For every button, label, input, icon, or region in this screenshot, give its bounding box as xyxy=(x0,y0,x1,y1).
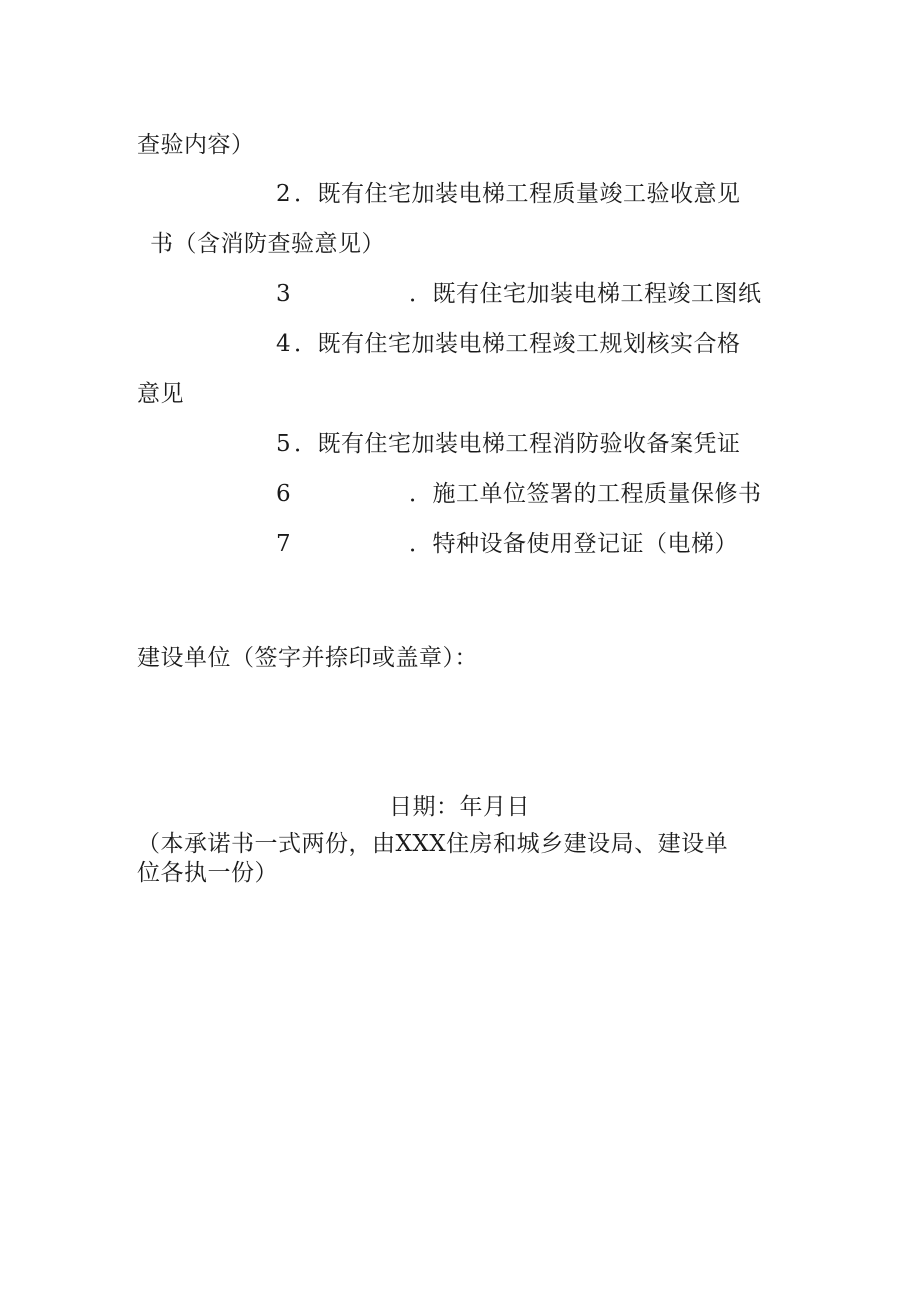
item-text-4: ．既有住宅加装电梯工程竣工规划核实合格 xyxy=(294,331,741,357)
continuation-text: 查验内容） xyxy=(137,132,255,158)
item-number-4: 4 xyxy=(276,331,291,357)
item-number-3: 3 xyxy=(276,281,291,307)
item-text-3: ．既有住宅加装电梯工程竣工图纸 xyxy=(409,281,762,307)
note-line-1: （本承诺书一式两份，由XXX住房和城乡建设局、建设单 xyxy=(137,831,729,857)
item-number-2: 2 xyxy=(276,181,291,207)
item-text-2: ．既有住宅加装电梯工程质量竣工验收意见 xyxy=(294,181,741,207)
item-number-7: 7 xyxy=(276,531,291,557)
date-label: 日期：年月日 xyxy=(389,794,530,820)
item-number-5: 5 xyxy=(276,431,291,457)
item-number-6: 6 xyxy=(276,481,291,507)
signature-label: 建设单位（签字并捺印或盖章）： xyxy=(137,645,478,671)
item-continuation-4: 意见 xyxy=(137,381,184,407)
item-continuation-2: 书（含消防查验意见） xyxy=(150,231,385,257)
item-text-6: ．施工单位签署的工程质量保修书 xyxy=(409,481,762,507)
note-line-2: 位各执一份） xyxy=(137,860,278,886)
item-text-7: ．特种设备使用登记证（电梯） xyxy=(409,531,738,557)
item-text-5: ．既有住宅加装电梯工程消防验收备案凭证 xyxy=(294,431,741,457)
